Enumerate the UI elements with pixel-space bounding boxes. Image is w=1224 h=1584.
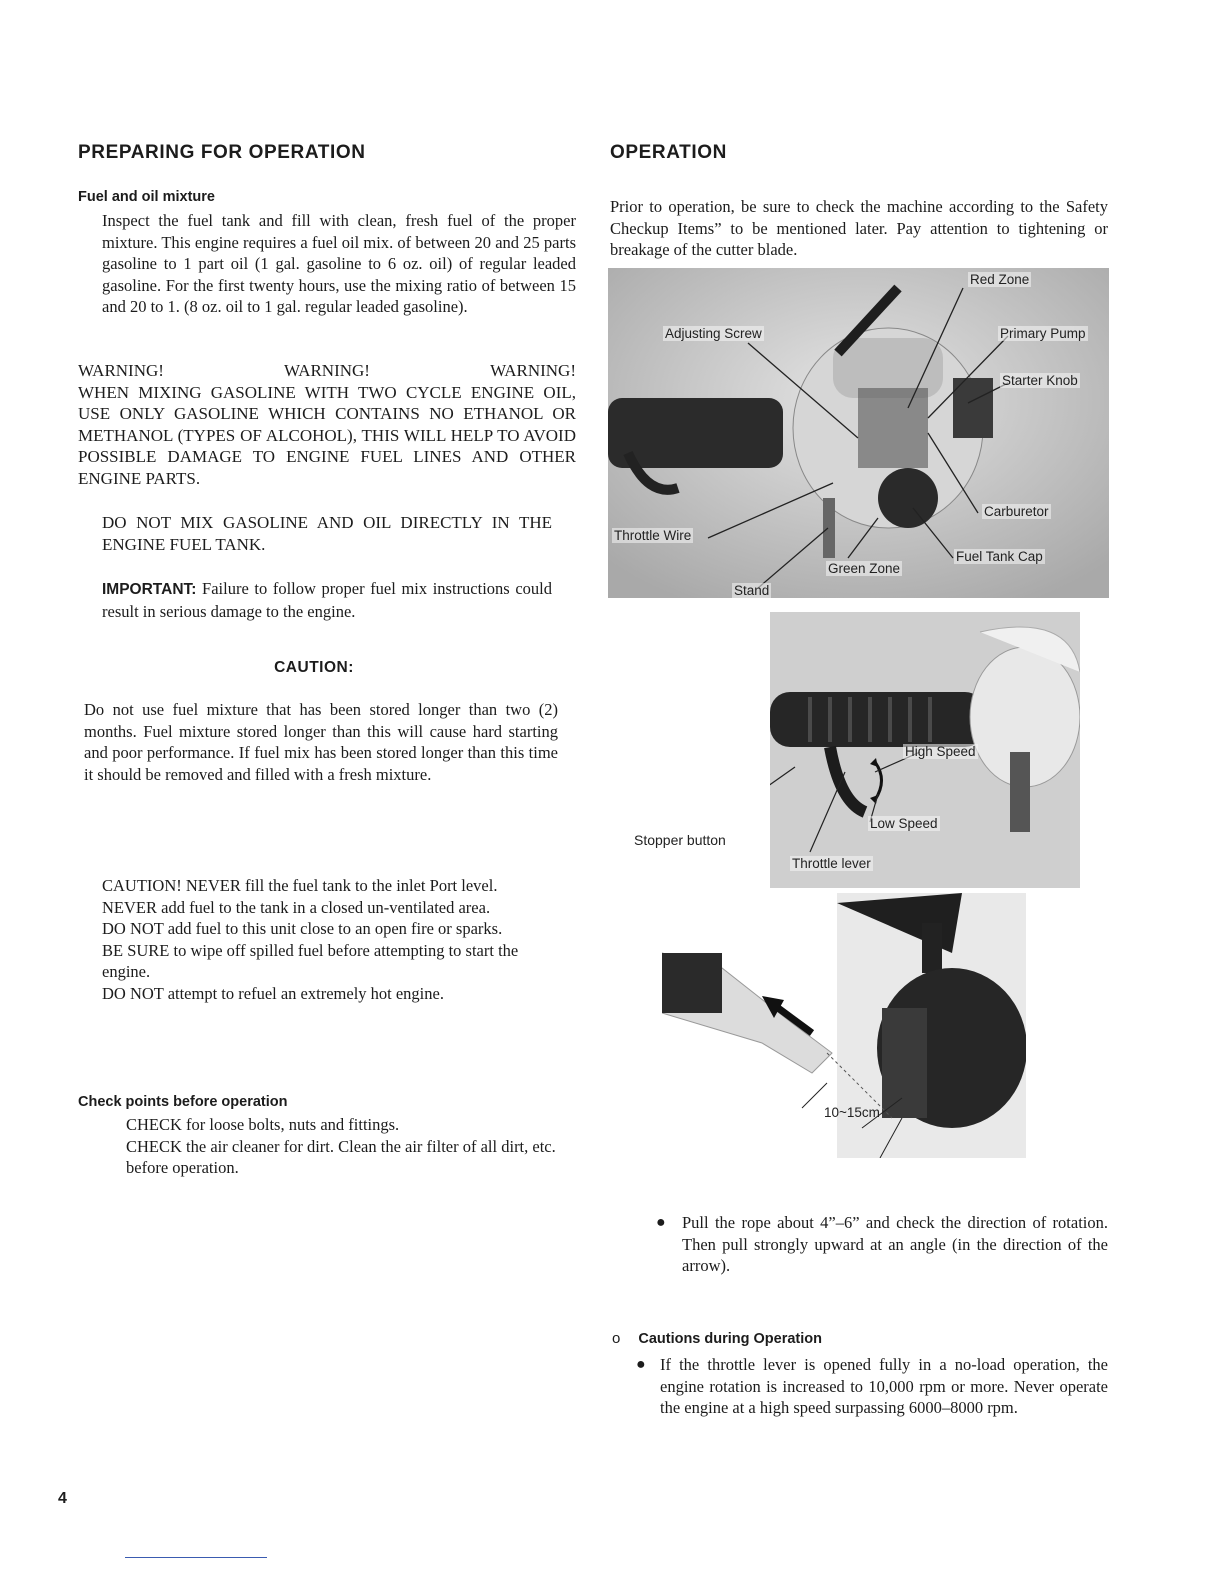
warning-word-2: WARNING! bbox=[284, 361, 370, 380]
label-stand: Stand bbox=[734, 583, 770, 598]
warning-text: WHEN MIXING GASOLINE WITH TWO CYCLE ENGINE OIL, USE ONLY GASOLINE WHICH CONTAINS NO ETHANOL OR METHANOL (TYPES OF ALCOHOL), THIS WILL HELP TO AVOID POSSIBLE DAMAGE TO ENGINE FUEL LINES AND OTHER ENGINE PARTS. bbox=[78, 382, 576, 488]
operation-intro: Prior to operation, be sure to check the machine according to the Safety Checkup Items” to be mentioned later. Pay attention to tightening or breakage of the cutter blade. bbox=[610, 197, 1108, 259]
label-fuel-tank-cap: Fuel Tank Cap bbox=[956, 549, 1043, 564]
page-number: 4 bbox=[58, 1490, 67, 1507]
label-throttle-wire: Throttle Wire bbox=[614, 528, 692, 543]
throttle-photo bbox=[770, 612, 1080, 888]
no-direct-mix-note: DO NOT MIX GASOLINE AND OIL DIRECTLY IN THE ENGINE FUEL TANK. bbox=[102, 513, 552, 554]
checkpoint-item: CHECK for loose bolts, nuts and fittings. bbox=[126, 1115, 400, 1134]
label-high-speed: High Speed bbox=[905, 744, 976, 759]
bullet-marker: ● bbox=[656, 1214, 666, 1231]
label-red-zone: Red Zone bbox=[970, 272, 1030, 287]
checkpoint-item: CHECK the air cleaner for dirt. Clean the air filter of all dirt, etc. before operation. bbox=[126, 1136, 556, 1177]
cautions-marker: o bbox=[612, 1330, 621, 1347]
caution-paragraph: Do not use fuel mixture that has been stored longer than two (2) months. Fuel mixture stored longer than this will cause hard starting and poor performance. If fuel mix has been stored longer than this time it should be removed and filled with a fresh mixture. bbox=[84, 700, 558, 784]
caution-list-item: DO NOT add fuel to this unit close to an open fire or sparks. bbox=[102, 919, 503, 938]
bullet-marker: ● bbox=[636, 1356, 646, 1373]
right-section-heading: OPERATION bbox=[610, 142, 727, 163]
caution-heading: CAUTION: bbox=[274, 659, 354, 676]
label-throttle-lever: Throttle lever bbox=[792, 856, 871, 871]
fuel-mix-title: Fuel and oil mixture bbox=[78, 189, 215, 205]
important-label: IMPORTANT: bbox=[102, 581, 197, 598]
label-adjusting-screw: Adjusting Screw bbox=[665, 326, 762, 341]
label-distance: 10~15cm bbox=[824, 1105, 880, 1120]
stand bbox=[823, 498, 835, 558]
left-section-heading: PREPARING FOR OPERATION bbox=[78, 142, 366, 163]
engine-photo bbox=[608, 268, 1109, 598]
cautions-during-operation bbox=[612, 1330, 1110, 1348]
warning-row bbox=[78, 360, 576, 382]
checkpoints-title: Check points before operation bbox=[78, 1094, 288, 1110]
fuel-mix-paragraph: Inspect the fuel tank and fill with clean, fresh fuel of the proper mixture. This engine requires a fuel oil mix. of between 20 and 25 parts gasoline to 1 part oil (1 gal. gasoline to 6 oz. oil) of regular leaded gasoline. For the first twenty hours, use the mixing ratio of between 15 and 20 to 1. (8 oz. oil to 1 gal. regular leaded gasoline). bbox=[102, 211, 576, 316]
pull-rope-text: Pull the rope about 4”–6” and check the direction of rotation. Then pull strongly upward at an angle (in the direction of the arrow). bbox=[682, 1213, 1108, 1275]
label-starter-knob: Starter Knob bbox=[1002, 373, 1078, 388]
important-note bbox=[102, 578, 552, 622]
warning-block bbox=[78, 360, 576, 489]
caution-list-item: DO NOT attempt to refuel an extremely hot engine. bbox=[102, 983, 444, 1003]
throttle-grip bbox=[770, 692, 985, 747]
warning-word-3: WARNING! bbox=[490, 361, 576, 380]
caution-list-item: BE SURE to wipe off spilled fuel before attempting to start the engine. bbox=[102, 940, 519, 981]
cautions-title: Cautions during Operation bbox=[638, 1331, 823, 1347]
checkpoints-list bbox=[126, 1114, 578, 1179]
caution-list-item: NEVER add fuel to the tank in a closed un-ventilated area. bbox=[102, 897, 491, 917]
label-green-zone: Green Zone bbox=[828, 561, 901, 576]
pull-rope-bullet bbox=[656, 1212, 1108, 1277]
caution-list-item: CAUTION! NEVER fill the fuel tank to the inlet Port level. bbox=[102, 876, 498, 895]
footer-rule bbox=[125, 1557, 267, 1558]
cautions-bullet bbox=[636, 1354, 1108, 1419]
rope-pull-photo bbox=[662, 893, 1026, 1158]
label-carburetor: Carburetor bbox=[984, 504, 1049, 519]
cautions-text: If the throttle lever is opened fully in a no-load operation, the engine rotation is increased to 10,000 rpm or more. Never operate the engine at a high speed surpassing 6000–8000 rpm. bbox=[660, 1355, 1108, 1417]
label-primary-pump: Primary Pump bbox=[1000, 326, 1086, 341]
caution-list bbox=[102, 875, 552, 1004]
warning-word-1: WARNING! bbox=[78, 361, 164, 380]
fuel-tank-cap bbox=[878, 468, 938, 528]
label-stopper-button: Stopper button bbox=[634, 832, 726, 848]
label-low-speed: Low Speed bbox=[870, 816, 938, 831]
important-text: Failure to follow proper fuel mix instructions could result in serious damage to the engine. bbox=[102, 579, 552, 621]
